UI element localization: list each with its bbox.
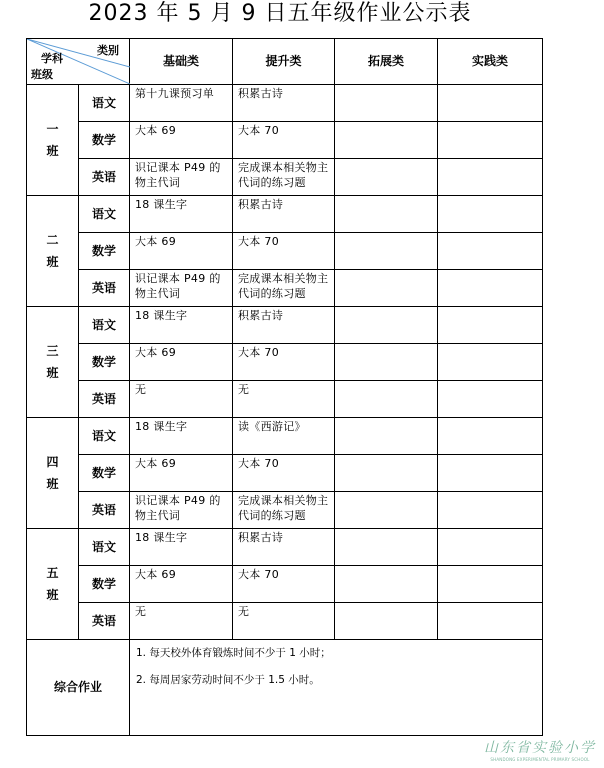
practice-task-cell [438,492,543,529]
advanced-task-cell: 大本 70 [233,233,335,270]
subject-cell: 数学 [79,122,130,159]
table-body [27,39,543,736]
extended-task-cell [335,122,438,159]
subject-cell: 英语 [79,270,130,307]
extended-task-cell [335,566,438,603]
extended-task-cell [335,233,438,270]
advanced-task-cell: 积累古诗 [233,529,335,566]
practice-task-cell [438,196,543,233]
practice-task-cell [438,566,543,603]
table-row [27,381,543,418]
table-row [27,603,543,640]
table-row [27,85,543,122]
class-name-cell: 五 班 [27,529,79,640]
practice-task-cell [438,270,543,307]
extended-task-cell [335,381,438,418]
practice-task-cell [438,529,543,566]
summary-row [27,640,543,736]
basic-task-cell: 识记课本 P49 的物主代词 [130,270,233,307]
basic-task-cell: 18 课生字 [130,418,233,455]
summary-label: 综合作业 [27,640,130,736]
basic-task-cell: 大本 69 [130,566,233,603]
basic-task-cell: 识记课本 P49 的物主代词 [130,159,233,196]
subject-cell: 语文 [79,529,130,566]
subject-cell: 语文 [79,196,130,233]
basic-task-cell: 无 [130,603,233,640]
header-row [27,39,543,85]
basic-task-cell: 无 [130,381,233,418]
class-name-cell: 三 班 [27,307,79,418]
advanced-task-cell: 完成课本相关物主代词的练习题 [233,270,335,307]
column-header-advanced: 提升类 [233,39,335,85]
basic-task-cell: 第十九课预习单 [130,85,233,122]
table-row [27,196,543,233]
table-row [27,122,543,159]
subject-cell: 语文 [79,307,130,344]
column-header-extended: 拓展类 [335,39,438,85]
advanced-task-cell: 完成课本相关物主代词的练习题 [233,492,335,529]
basic-task-cell: 18 课生字 [130,307,233,344]
advanced-task-cell: 完成课本相关物主代词的练习题 [233,159,335,196]
advanced-task-cell: 积累古诗 [233,85,335,122]
table-row [27,270,543,307]
extended-task-cell [335,270,438,307]
basic-task-cell: 大本 69 [130,122,233,159]
practice-task-cell [438,159,543,196]
subject-cell: 英语 [79,603,130,640]
extended-task-cell [335,603,438,640]
table-row [27,159,543,196]
extended-task-cell [335,307,438,344]
table-row [27,344,543,381]
basic-task-cell: 18 课生字 [130,529,233,566]
table-row [27,307,543,344]
corner-subject-label: 学科 [41,52,63,65]
extended-task-cell [335,492,438,529]
corner-category-label: 类别 [97,44,119,57]
homework-table [26,38,543,736]
subject-cell: 英语 [79,381,130,418]
basic-task-cell: 大本 69 [130,344,233,381]
advanced-task-cell: 大本 70 [233,566,335,603]
summary-content-cell [130,640,543,736]
school-logo [484,737,596,762]
class-name-cell: 二 班 [27,196,79,307]
practice-task-cell [438,307,543,344]
column-header-basic: 基础类 [130,39,233,85]
advanced-task-cell: 大本 70 [233,122,335,159]
table-row [27,529,543,566]
subject-cell: 数学 [79,455,130,492]
advanced-task-cell: 读《西游记》 [233,418,335,455]
extended-task-cell [335,418,438,455]
summary-item: 1. 每天校外体育锻炼时间不少于 1 小时； [136,647,331,659]
subject-cell: 英语 [79,159,130,196]
school-logo-cn: 山东省实验小学 [484,740,596,756]
summary-item: 2. 每周居家劳动时间不少于 1.5 小时。 [136,674,320,686]
class-name-cell: 四 班 [27,418,79,529]
column-header-practice: 实践类 [438,39,543,85]
extended-task-cell [335,529,438,566]
extended-task-cell [335,196,438,233]
extended-task-cell [335,344,438,381]
class-name-cell: 一 班 [27,85,79,196]
basic-task-cell: 识记课本 P49 的物主代词 [130,492,233,529]
basic-task-cell: 18 课生字 [130,196,233,233]
school-logo-en: SHANDONG EXPERIMENTAL PRIMARY SCHOOL [490,757,590,762]
practice-task-cell [438,603,543,640]
table-row [27,492,543,529]
extended-task-cell [335,85,438,122]
subject-cell: 数学 [79,233,130,270]
basic-task-cell: 大本 69 [130,233,233,270]
table-row [27,455,543,492]
practice-task-cell [438,233,543,270]
subject-cell: 数学 [79,566,130,603]
subject-cell: 语文 [79,418,130,455]
diagonal-header-cell [27,39,130,85]
basic-task-cell: 大本 69 [130,455,233,492]
practice-task-cell [438,344,543,381]
advanced-task-cell: 无 [233,381,335,418]
page-title: 2023 年 5 月 9 日五年级作业公示表 [88,1,472,26]
advanced-task-cell: 大本 70 [233,455,335,492]
advanced-task-cell: 积累古诗 [233,196,335,233]
practice-task-cell [438,381,543,418]
subject-cell: 数学 [79,344,130,381]
advanced-task-cell: 大本 70 [233,344,335,381]
subject-cell: 英语 [79,492,130,529]
advanced-task-cell: 积累古诗 [233,307,335,344]
table-row [27,566,543,603]
practice-task-cell [438,122,543,159]
table-row [27,233,543,270]
extended-task-cell [335,159,438,196]
extended-task-cell [335,455,438,492]
corner-class-label: 班级 [31,68,53,81]
advanced-task-cell: 无 [233,603,335,640]
practice-task-cell [438,418,543,455]
summary-text [130,640,542,687]
practice-task-cell [438,455,543,492]
table-row [27,418,543,455]
practice-task-cell [438,85,543,122]
subject-cell: 语文 [79,85,130,122]
